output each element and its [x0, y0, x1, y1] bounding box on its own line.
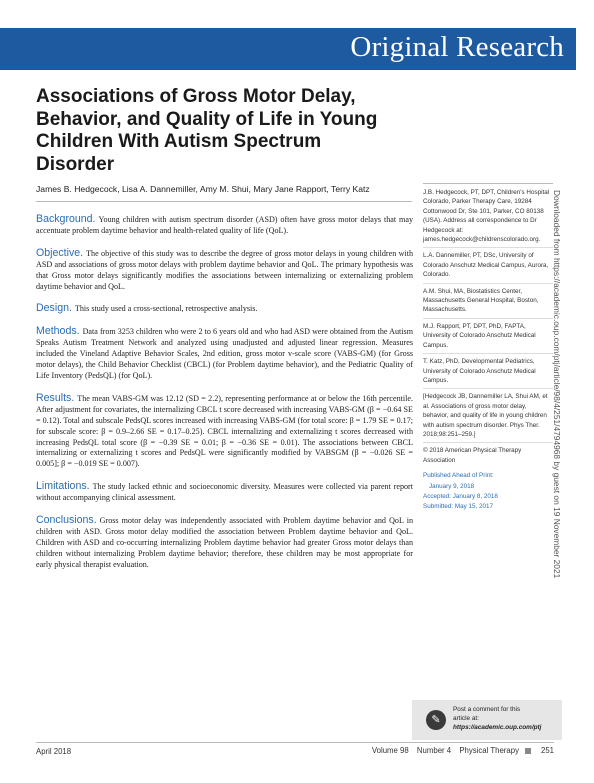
comment-line: article at: — [453, 715, 479, 722]
abstract-methods — [36, 326, 413, 382]
download-watermark: Downloaded from https://academic.oup.com/ptj/article/98/4/251/4794968 by guest on 19 November 2021 — [552, 190, 562, 579]
header-banner — [0, 28, 576, 70]
footer-journal: Physical Therapy — [459, 746, 519, 755]
abstract — [36, 214, 413, 582]
publication-dates — [423, 471, 553, 512]
comment-line: Post a comment for this — [453, 706, 521, 713]
comment-icon: ✎ — [426, 710, 446, 730]
section-text: This study used a cross-sectional, retrospective analysis. — [74, 304, 258, 314]
section-label: Original Research — [350, 31, 564, 63]
section-heading: Conclusions. — [36, 514, 97, 527]
section-text: The objective of this study was to describe the degree of gross motor delays in young children with ASD and associations of gross motor delays with problem daytime behavior and QoL. The primary hypothesis was that Gross motor delays significantly modifies the associations between internalizing or externalizing problem daytime behavior and QoL. — [36, 248, 413, 291]
section-text: Gross motor delay was independently associated with Problem daytime behavior and QoL in children with ASD. Gross motor delay modified the association between Problem daytime behavior and QoL. Children with ASD and co-occurring internalizing Problem daytime behavior had greater Gross motor delays than children without internalizing Problem daytime behavior; therefore, these children may be most appropriate for early physical therapist evaluation. — [36, 516, 413, 569]
affiliation: J.B. Hedgecock, PT, DPT, Children's Hospital Colorado, Parker Therapy Care, 19284 Cottonwood Dr, Ste 101, Parker, CO 80138 (USA). Address all correspondence to Dr Hedgecock at: james.hedgecock@childrenscolorado.org. — [423, 188, 553, 248]
abstract-background — [36, 214, 413, 237]
section-text: Data from 3253 children who were 2 to 6 years old and who had ASD were obtained from the Autism Speaks Autism Treatment Network and analyzed using unadjusted and adjusted linear regression. Measures included the Vineland Adaptive Behavior Scales, 2nd edition, gross motor v-scale score (VABS-GM) (for Gross motor delays), the Child Behavior Checklist (CBCL) (for Problem daytime behavior), and the Pediatric Quality of Life Inventory (PedsQL) (for QoL). — [36, 327, 413, 380]
author-list: James B. Hedgecock, Lisa A. Dannemiller, Amy M. Shui, Mary Jane Rapport, Terry Katz — [36, 184, 370, 194]
published-date: January 9, 2018 — [429, 482, 475, 490]
accepted-date: Accepted: January 8, 2018 — [423, 492, 498, 500]
copyright: © 2018 American Physical Therapy Association — [423, 447, 522, 464]
section-heading: Limitations. — [36, 480, 90, 493]
footer-divider — [36, 742, 554, 743]
footer-date: April 2018 — [36, 747, 72, 756]
article-title: Associations of Gross Motor Delay, Behavior, and Quality of Life in Young Children With Autism Spectrum Disorder — [36, 86, 378, 175]
abstract-conclusions — [36, 515, 413, 571]
affiliation: M.J. Rapport, PT, DPT, PhD, FAPTA, University of Colorado Anschutz Medical Campus. — [423, 322, 553, 354]
footer-info — [366, 746, 554, 755]
published-label: Published Ahead of Print: — [423, 472, 494, 480]
square-icon — [525, 748, 531, 754]
section-heading: Methods. — [36, 325, 80, 338]
abstract-limitations — [36, 481, 413, 504]
divider — [36, 201, 412, 202]
section-text: Young children with autism spectrum disorder (ASD) often have gross motor delays that may accentuate problem daytime behavior and health-related quality of life (QoL). — [36, 215, 413, 235]
comment-box — [412, 700, 562, 740]
page-number: 251 — [540, 746, 554, 755]
abstract-results — [36, 393, 413, 470]
section-text: The mean VABS-GM was 12.12 (SD = 2.2), representing performance at or below the 16th percentile. After adjustment for covariates, the internalizing CBCL t score decreased with increasing VABS-GM (β = −0.64 SE = 0.12). Total and subscale PedsQL scores increased with increasing VABS-GM (for total score: β = 1.79 SE = 0.17; for subscale score: β = 0.9–2.66 SE = 0.17–0.25). CBCL internalizing and externalizing t scores decreased with increasing PedsQL total score (β = −0.39 SE = 0.01; β = −0.36 SE = 0.01). The associations between CBCL internalizing or externalizing t scores and PedsQL were significantly modified by VABSGM (β = −0.026 SE = 0.005]; β = −0.019 SE = 0.007). — [36, 393, 413, 469]
section-heading: Background. — [36, 213, 96, 225]
comment-link[interactable]: https://academic.oup.com/ptj — [453, 724, 542, 731]
section-heading: Objective. — [36, 246, 84, 259]
section-heading: Design. — [36, 302, 72, 315]
affiliation: T. Katz, PhD, Developmental Pediatrics, University of Colorado Anschutz Medical Campus. — [423, 357, 553, 389]
section-text: The study lacked ethnic and socioeconomic diversity. Measures were collected via parent report without accompanying clinical assessment. — [36, 482, 413, 503]
abstract-design — [36, 303, 413, 315]
section-heading: Results. — [36, 391, 75, 404]
submitted-date: Submitted: May 15, 2017 — [423, 503, 494, 511]
abstract-objective — [36, 248, 413, 293]
author-affiliations — [423, 183, 553, 513]
footer-volume: Volume 98 — [371, 746, 409, 755]
footer-number: Number 4 — [416, 746, 452, 755]
citation: [Hedgecock JB, Dannemiller LA, Shui AM, et al. Associations of gross motor delay, behavior, and quality of life in young children with autism spectrum disorder. Phys Ther. 2018;98:251–259.] — [423, 392, 553, 443]
affiliation: A.M. Shui, MA, Biostatistics Center, Massachusetts General Hospital, Boston, Massachusetts. — [423, 287, 553, 319]
affiliation: L.A. Dannemiller, PT, DSc, University of Colorado Anschutz Medical Campus, Aurora, Colorado. — [423, 251, 553, 283]
